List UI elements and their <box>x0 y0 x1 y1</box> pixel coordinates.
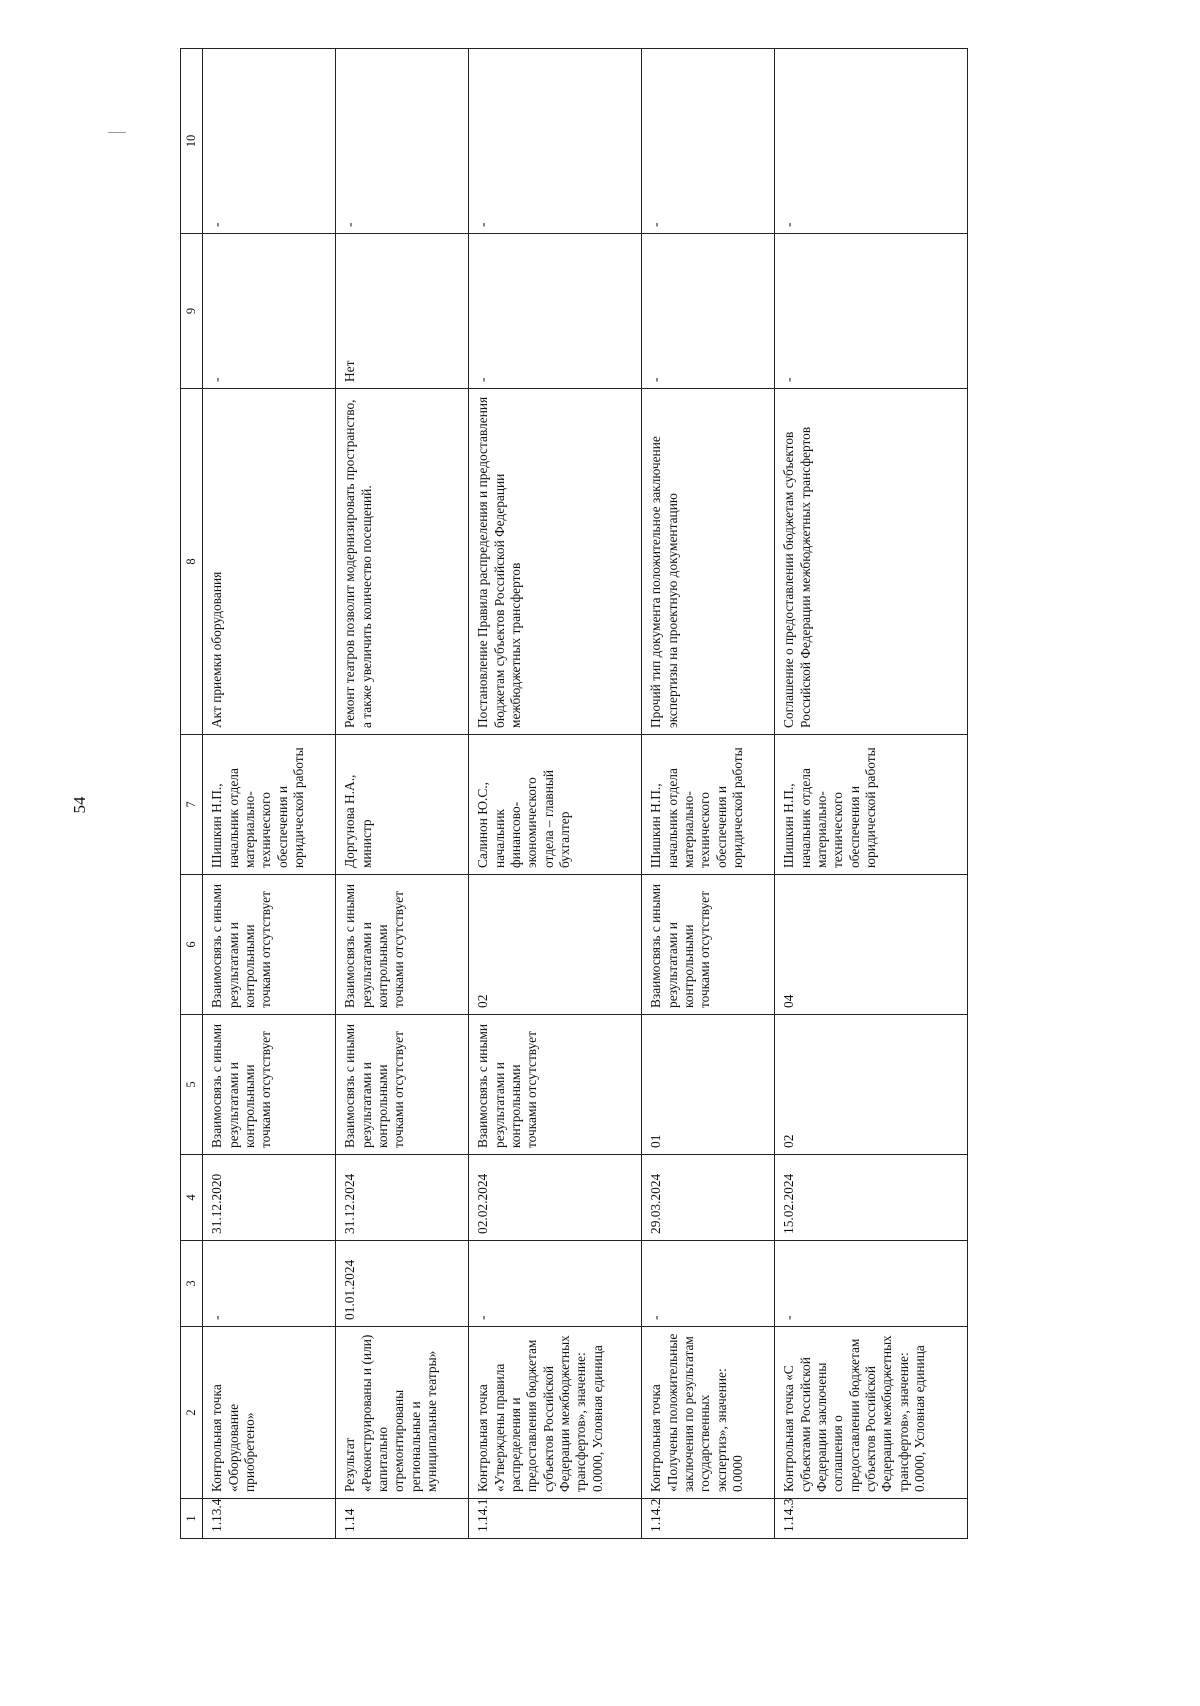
row-col10: - <box>775 49 968 234</box>
row-end-date: 29.03.2024 <box>642 1155 775 1241</box>
table-row <box>775 49 968 1539</box>
row-id: 1.14.1 <box>469 1499 642 1539</box>
column-header: 3 <box>181 1241 203 1327</box>
column-header: 8 <box>181 389 203 735</box>
row-name: Контрольная точка «Получены положительные заключения по результатам государственных экспертиз», значение: 0.0000 <box>642 1327 775 1499</box>
row-predecessor: 01 <box>642 1015 775 1155</box>
row-id: 1.13.4 <box>203 1499 336 1539</box>
row-end-date: 31.12.2020 <box>203 1155 336 1241</box>
row-name: Результат «Реконструированы и (или) капитально отремонтированы региональные и муниципальные театры» <box>336 1327 469 1499</box>
row-responsible: Шишкин Н.П., начальник отдела материально-технического обеспечения и юридической работы <box>775 735 968 875</box>
row-document: Постановление Правила распределения и предоставления бюджетам субъектов Российской Федерации межбюджетных трансфертов <box>469 389 642 735</box>
column-header: 10 <box>181 49 203 234</box>
row-responsible: Доргунова Н.А., министр <box>336 735 469 875</box>
scan-mark <box>108 132 126 133</box>
column-header: 4 <box>181 1155 203 1241</box>
row-name: Контрольная точка «Утверждены правила распределения и предоставления бюджетам субъектов Российской Федерации межбюджетных трансфертов», значение: 0.0000, Условная единица <box>469 1327 642 1499</box>
table-row <box>642 49 775 1539</box>
row-col9: - <box>775 234 968 389</box>
table-row <box>203 49 336 1539</box>
row-col9: - <box>203 234 336 389</box>
row-predecessor: 02 <box>775 1015 968 1155</box>
row-successor: Взаимосвязь с иными результатами и контрольными точками отсутствует <box>642 875 775 1015</box>
row-document: Прочий тип документа положительное заключение экспертизы на проектную документацию <box>642 389 775 735</box>
row-document: Акт приемки оборудования <box>203 389 336 735</box>
row-successor: Взаимосвязь с иными результатами и контрольными точками отсутствует <box>336 875 469 1015</box>
row-name: Контрольная точка «С субъектами Российской Федерации заключены соглашения о предоставлении бюджетам субъектов Российской Федерации межбюджетных трансфертов», значение: 0.0000, Условная единица <box>775 1327 968 1499</box>
row-document: Соглашение о предоставлении бюджетам субъектов Российской Федерации межбюджетных трансфертов <box>775 389 968 735</box>
row-col9: - <box>642 234 775 389</box>
row-successor: 04 <box>775 875 968 1015</box>
row-start-date: 01.01.2024 <box>336 1241 469 1327</box>
page-number: 54 <box>70 796 89 814</box>
row-responsible: Шишкин Н.П., начальник отдела материально-технического обеспечения и юридической работы <box>642 735 775 875</box>
row-end-date: 31.12.2024 <box>336 1155 469 1241</box>
table-row <box>336 49 469 1539</box>
row-name: Контрольная точка «Оборудование приобретено» <box>203 1327 336 1499</box>
header-row <box>181 49 203 1539</box>
column-header: 1 <box>181 1499 203 1539</box>
row-predecessor: Взаимосвязь с иными результатами и контрольными точками отсутствует <box>203 1015 336 1155</box>
table-row <box>469 49 642 1539</box>
row-start-date: - <box>203 1241 336 1327</box>
row-end-date: 15.02.2024 <box>775 1155 968 1241</box>
row-id: 1.14.2 <box>642 1499 775 1539</box>
plan-table <box>180 48 968 1539</box>
column-header: 5 <box>181 1015 203 1155</box>
row-document: Ремонт театров позволит модернизировать пространство, а также увеличить количество посещений. <box>336 389 469 735</box>
rotated-table-wrapper <box>180 89 968 1539</box>
column-header: 2 <box>181 1327 203 1499</box>
row-start-date: - <box>469 1241 642 1327</box>
row-predecessor: Взаимосвязь с иными результатами и контрольными точками отсутствует <box>336 1015 469 1155</box>
row-start-date: - <box>642 1241 775 1327</box>
row-col9: - <box>469 234 642 389</box>
row-id: 1.14.3 <box>775 1499 968 1539</box>
row-col10: - <box>203 49 336 234</box>
row-successor: 02 <box>469 875 642 1015</box>
row-successor: Взаимосвязь с иными результатами и контрольными точками отсутствует <box>203 875 336 1015</box>
column-header: 9 <box>181 234 203 389</box>
row-predecessor: Взаимосвязь с иными результатами и контрольными точками отсутствует <box>469 1015 642 1155</box>
row-responsible: Салинон Ю.С., начальник финансово-экономического отдела – главный бухгалтер <box>469 735 642 875</box>
row-start-date: - <box>775 1241 968 1327</box>
row-col9: Нет <box>336 234 469 389</box>
row-col10: - <box>336 49 469 234</box>
row-end-date: 02.02.2024 <box>469 1155 642 1241</box>
row-col10: - <box>469 49 642 234</box>
row-id: 1.14 <box>336 1499 469 1539</box>
row-col10: - <box>642 49 775 234</box>
column-header: 7 <box>181 735 203 875</box>
column-header: 6 <box>181 875 203 1015</box>
row-responsible: Шишкин Н.П., начальник отдела материально-технического обеспечения и юридической работы <box>203 735 336 875</box>
